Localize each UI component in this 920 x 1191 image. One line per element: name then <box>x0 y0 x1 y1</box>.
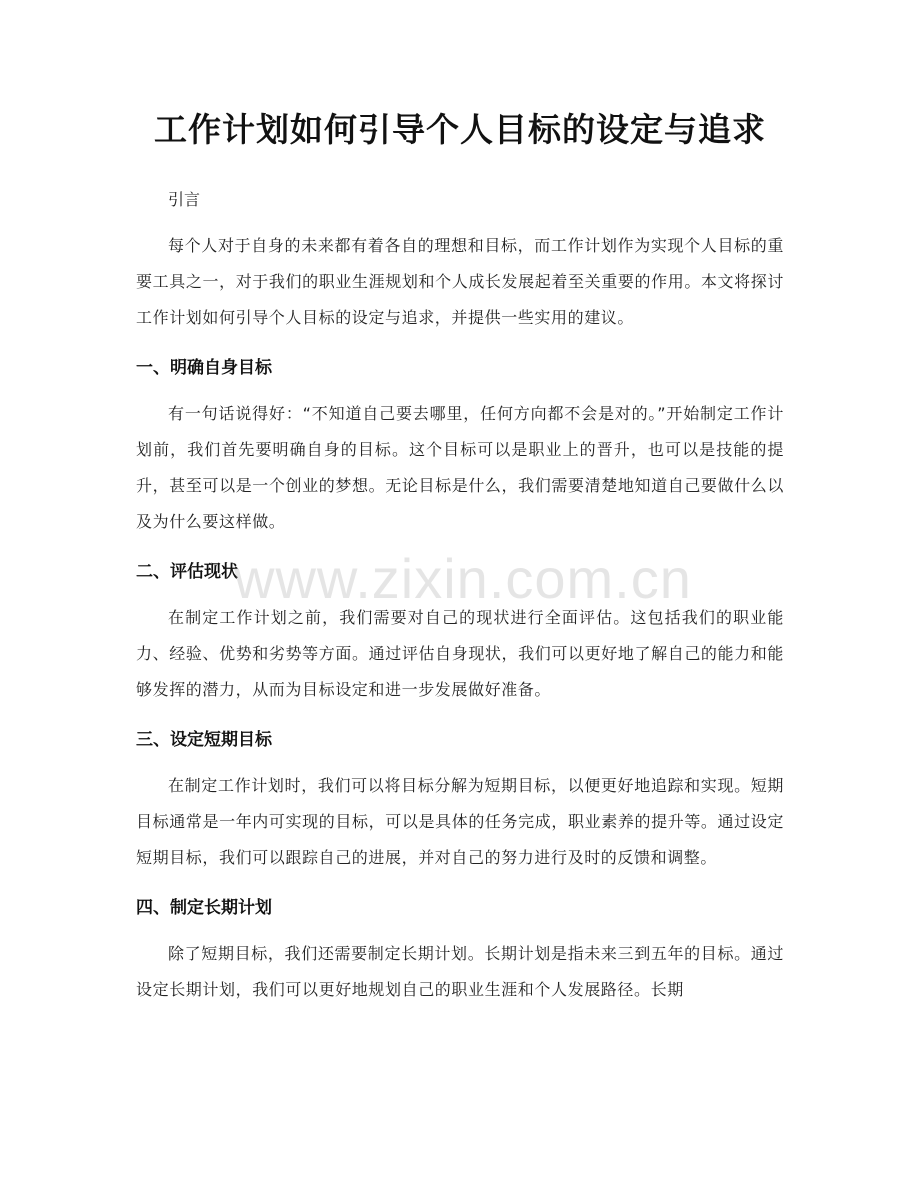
intro-paragraph: 每个人对于自身的未来都有着各自的理想和目标，而工作计划作为实现个人目标的重要工具之一，对于我们的职业生涯规划和个人成长发展起着至关重要的作用。本文将探讨工作计划如何引导个人目标的设定与追求，并提供一些实用的建议。 <box>136 236 784 327</box>
section-heading: 三、设定短期目标 <box>136 730 272 750</box>
section-heading: 一、明确自身目标 <box>136 358 272 378</box>
document-body <box>136 186 784 1008</box>
watermark-text: www.zixin.com.cn <box>234 547 692 610</box>
section-heading: 二、评估现状 <box>136 562 238 582</box>
intro-label: 引言 <box>168 190 201 209</box>
section-paragraph: 除了短期目标，我们还需要制定长期计划。长期计划是指未来三到五年的目标。通过设定长期计划，我们可以更好地规划自己的职业生涯和个人发展路径。长期 <box>136 944 784 999</box>
section-heading: 四、制定长期计划 <box>136 898 272 918</box>
section-paragraph: 在制定工作计划时，我们可以将目标分解为短期目标，以便更好地追踪和实现。短期目标通常是一年内可实现的目标，可以是具体的任务完成，职业素养的提升等。通过设定短期目标，我们可以跟踪自己的进展，并对自己的努力进行及时的反馈和调整。 <box>136 776 784 867</box>
document-title: 工作计划如何引导个人目标的设定与追求 <box>154 110 766 149</box>
section-paragraph: 有一句话说得好：“不知道自己要去哪里，任何方向都不会是对的。”开始制定工作计划前，我们首先要明确自身的目标。这个目标可以是职业上的晋升，也可以是技能的提升，甚至可以是一个创业的梦想。无论目标是什么，我们需要清楚地知道自己要做什么以及为什么要这样做。 <box>136 404 784 531</box>
section-paragraph: 在制定工作计划之前，我们需要对自己的现状进行全面评估。这包括我们的职业能力、经验、优势和劣势等方面。通过评估自身现状，我们可以更好地了解自己的能力和能够发挥的潜力，从而为目标设定和进一步发展做好准备。 <box>136 608 784 699</box>
